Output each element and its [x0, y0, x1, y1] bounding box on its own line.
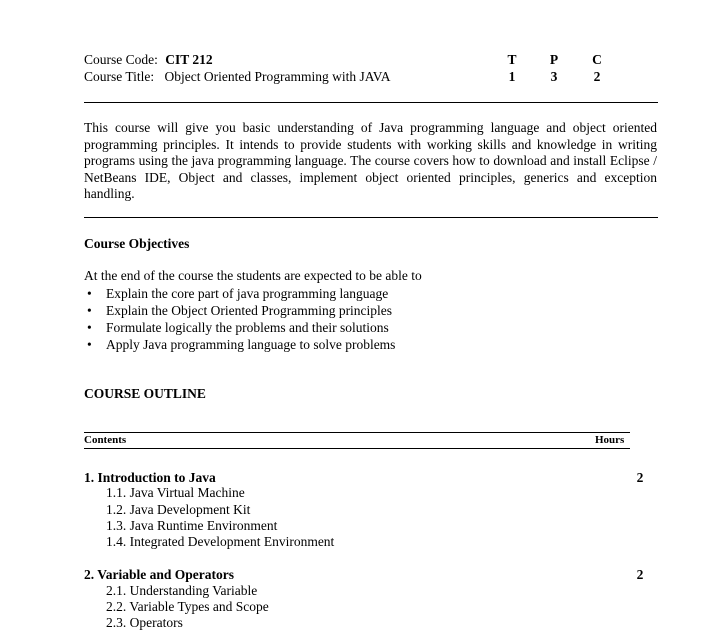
credit-value-p: 3 — [550, 69, 558, 84]
outline-top-rule — [84, 432, 630, 433]
course-code-label: Course Code: — [84, 52, 158, 67]
section-hours: 2 — [636, 470, 644, 485]
course-title-label: Course Title: — [84, 69, 155, 84]
course-description: This course will give you basic understanding of Java programming language and object oriented programming principles. It intends to provide students with working skills and knowledge in writing programs using the java programming language. The course covers how to download and install Eclipse / NetBeans IDE, Object and classes, implement object oriented principles, generics and exception handling. — [84, 120, 657, 201]
list-item: 1.3. Java Runtime Environment — [106, 518, 278, 533]
list-item: 2.2. Variable Types and Scope — [106, 599, 269, 614]
objectives-heading: Course Objectives — [84, 236, 190, 251]
course-title-row — [84, 69, 391, 86]
list-item: 1.4. Integrated Development Environment — [106, 534, 335, 549]
list-item: 1.1. Java Virtual Machine — [106, 485, 245, 500]
list-item: 2.1. Understanding Variable — [106, 583, 258, 598]
list-item — [84, 303, 395, 320]
outline-header-rule — [84, 448, 630, 449]
list-item — [84, 286, 395, 303]
credit-header-t: T — [507, 52, 517, 67]
objective-text: Explain the Object Oriented Programming principles — [106, 303, 393, 318]
objective-text: Formulate logically the problems and their solutions — [106, 320, 389, 335]
credit-header-p: P — [549, 52, 559, 67]
objectives-list — [84, 286, 395, 354]
outline-heading: COURSE OUTLINE — [84, 386, 206, 401]
header-divider — [84, 102, 658, 103]
objective-text: Apply Java programming language to solve problems — [106, 337, 396, 352]
outline-col-hours: Hours — [595, 434, 625, 446]
list-item — [84, 320, 395, 337]
list-item: 2.3. Operators — [106, 615, 183, 630]
bullet-icon: • — [87, 286, 92, 301]
section-title: 1. Introduction to Java — [84, 470, 216, 485]
bullet-icon: • — [87, 303, 92, 318]
section-title: 2. Variable and Operators — [84, 567, 235, 582]
objective-text: Explain the core part of java programming language — [106, 286, 389, 301]
section-hours: 2 — [636, 567, 644, 582]
course-code-row — [84, 52, 213, 69]
list-item: 1.2. Java Development Kit — [106, 502, 251, 517]
objectives-intro: At the end of the course the students are expected to be able to — [84, 268, 422, 283]
credit-value-c: 2 — [593, 69, 601, 84]
credit-header-c: C — [592, 52, 602, 67]
outline-col-contents: Contents — [84, 434, 127, 446]
list-item — [84, 337, 395, 354]
bullet-icon: • — [87, 320, 92, 335]
bullet-icon: • — [87, 337, 92, 352]
course-code-value: CIT 212 — [165, 52, 213, 67]
description-divider — [84, 217, 658, 218]
credit-value-t: 1 — [508, 69, 516, 84]
course-title-value: Object Oriented Programming with JAVA — [164, 69, 391, 84]
